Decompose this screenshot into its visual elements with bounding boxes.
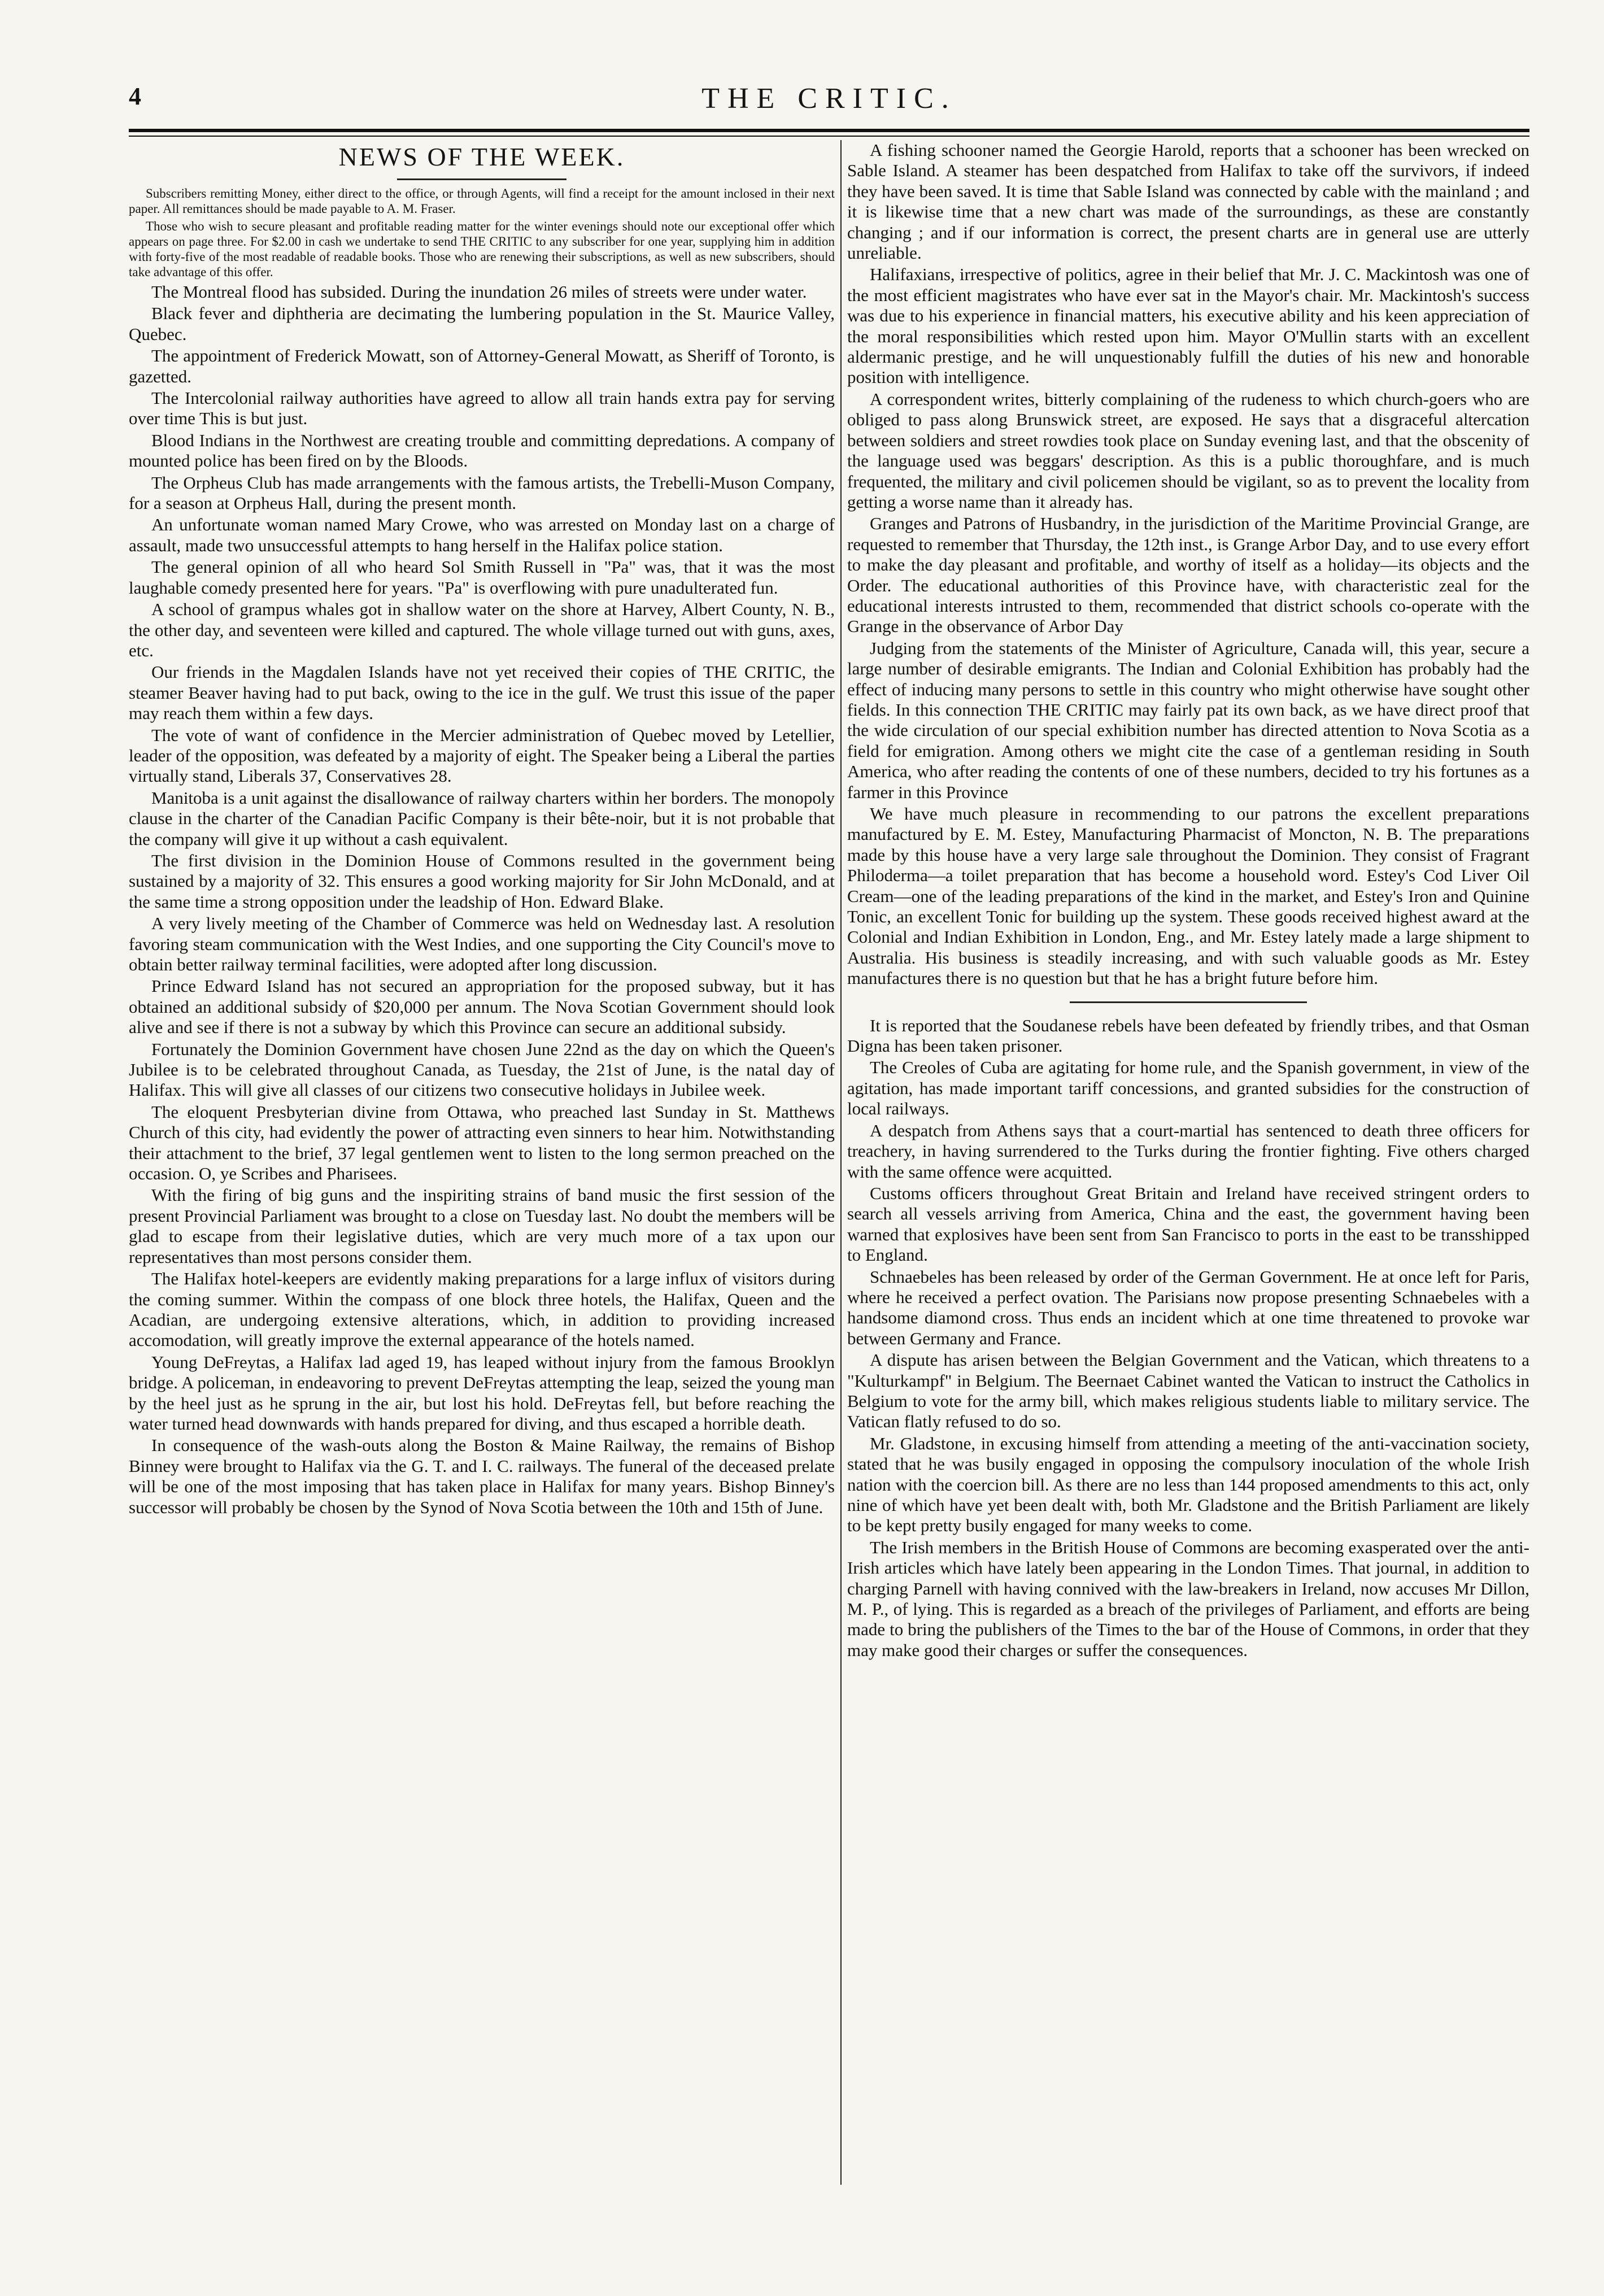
news-item: Manitoba is a unit against the disallowance of railway charters within her borders. The monopoly clause in the charter of the Canadian Pacific Company is their bête-noir, but it is not probable that the company will give it up without a cash equivalent.: [129, 787, 835, 849]
column-divider: [840, 140, 842, 2185]
news-item: Judging from the statements of the Minister of Agriculture, Canada will, this year, secure a large number of desirable emigrants. The Indian and Colonial Exhibition has probably had the effect of inducing many persons to settle in this country who might otherwise have sought other fields. In this connection THE CRITIC may fairly pat its own back, as we have direct proof that the wide circulation of our special exhibition number has directed attention to Nova Scotia as a field for emigration. Among others we might cite the case of a gentleman residing in South America, who after reading the contents of one of these numbers, decided to try his fortunes as a farmer in this Province: [847, 638, 1529, 802]
news-item: The Orpheus Club has made arrangements with the famous artists, the Trebelli-Muson Company, for a season at Orpheus Hall, during the present month.: [129, 472, 835, 513]
news-item: The general opinion of all who heard Sol Smith Russell in "Pa" was, that it was the most laughable comedy presented here for years. "Pa" is overflowing with pure unadulterated fun.: [129, 557, 835, 598]
news-item: A fishing schooner named the Georgie Harold, reports that a schooner has been wrecked on Sable Island. A steamer has been despatched from Halifax to take off the survivors, if indeed they have been saved. It is time that Sable Island was connected by cable with the mainland ; and it is likewise time that a new chart was made of the surroundings, as these are constantly changing ; and if our information is correct, the present charts are in general use are utterly unreliable.: [847, 140, 1529, 263]
news-item: The appointment of Frederick Mowatt, son of Attorney-General Mowatt, as Sheriff of Toronto, is gazetted.: [129, 346, 835, 386]
masthead: [129, 82, 1529, 121]
news-item: Our friends in the Magdalen Islands have not yet received their copies of THE CRITIC, the steamer Beaver having had to put back, owing to the ice in the gulf. We trust this issue of the paper may reach them within a few days.: [129, 662, 835, 724]
news-item: With the firing of big guns and the inspiriting strains of band music the first session of the present Provincial Parliament was brought to a close on Tuesday last. No doubt the members will be glad to escape from their legislative duties, which are very much more of a tax upon our representatives than most persons consider them.: [129, 1185, 835, 1267]
news-item: Halifaxians, irrespective of politics, agree in their belief that Mr. J. C. Mackintosh was one of the most efficient magistrates who have ever sat in the Mayor's chair. Mr. Mackintosh's success was due to his experience in financial matters, his executive ability and his keen appreciation of the moral responsibilities which rested upon him. Mayor O'Mullin starts with an excellent aldermanic prestige, and he will unquestionably fulfill the duties of his new and honorable position with intelligence.: [847, 264, 1529, 387]
news-item: Blood Indians in the Northwest are creating trouble and committing depredations. A company of mounted police has been fired on by the Bloods.: [129, 430, 835, 471]
news-item: A school of grampus whales got in shallow water on the shore at Harvey, Albert County, N. B., the other day, and seventeen were killed and captured. The whole village turned out with guns, axes, etc.: [129, 599, 835, 660]
news-item: A despatch from Athens says that a court-martial has sentenced to death three officers for treachery, in having surrendered to the Turks during the frontier fighting. Five others charged with the same offence were acquitted.: [847, 1120, 1529, 1182]
news-item: The Irish members in the British House of Commons are becoming exasperated over the anti-Irish articles which have lately been appearing in the London Times. That journal, in addition to charging Parnell with having connived with the law-breakers in Ireland, now accuses Mr Dillon, M. P., of lying. This is regarded as a breach of the privileges of Parliament, and efforts are being made to bring the publishers of the Times to the bar of the House of Commons, in order that they may make good their charges or suffer the consequences.: [847, 1537, 1529, 1660]
news-item: An unfortunate woman named Mary Crowe, who was arrested on Monday last on a charge of assault, made two unsuccessful attempts to hang herself in the Halifax police station.: [129, 515, 835, 555]
news-item: The Halifax hotel-keepers are evidently making preparations for a large influx of visitors during the coming summer. Within the compass of one block three hotels, the Halifax, Queen and the Acadian, are undergoing extensive alterations, which, in addition to providing increased accomodation, will greatly improve the external appearance of the hotels named.: [129, 1269, 835, 1350]
news-item: The Montreal flood has subsided. During the inundation 26 miles of streets were under water.: [151, 282, 807, 302]
news-item: The eloquent Presbyterian divine from Ottawa, who preached last Sunday in St. Matthews Church of this city, had evidently the power of attracting even sinners to hear him. Notwithstanding their attachment to the brief, 37 legal gentlemen went to listen to the long sermon preached on the occasion. O, ye Scribes and Pharisees.: [129, 1101, 835, 1184]
news-item: A correspondent writes, bitterly complaining of the rudeness to which church-goers who are obliged to pass along Brunswick street, are exposed. He says that a disgraceful altercation between soldiers and street rowdies took place on Sunday evening last, and that the obscenity of the language used was beggars' description. As this is a public thoroughfare, and is much frequented, the military and civil policemen should be vigilant, so as to prevent the locality from getting a worse name than it already has.: [847, 389, 1529, 512]
heading-rule: [397, 178, 566, 180]
news-item: The vote of want of confidence in the Mercier administration of Quebec moved by Letellier, leader of the opposition, was defeated by a majority of eight. The Speaker being a Liberal the parties virtually stand, Liberals 37, Conservatives 28.: [129, 725, 835, 786]
right-column: [847, 140, 1529, 1662]
news-item: Customs officers throughout Great Britain and Ireland have received stringent orders to search all vessels arriving from America, China and the east, the government having been warned that explosives have been sent from San Francisco to ports in the east to be transshipped to England.: [847, 1183, 1529, 1265]
news-item: The Creoles of Cuba are agitating for home rule, and the Spanish government, in view of the agitation, has made important tariff concessions, and granted subsidies for the construction of local railways.: [847, 1057, 1529, 1119]
left-column: [129, 140, 835, 1519]
masthead-rule-thin: [129, 136, 1529, 137]
news-item: In consequence of the wash-outs along the Boston & Maine Railway, the remains of Bishop Binney were brought to Halifax via the G. T. and I. C. railways. The funeral of the deceased prelate will be one of the most imposing that has taken place in Halifax for many years. Bishop Binney's successor will probably be chosen by the Synod of Nova Scotia between the 10th and 15th of June.: [129, 1435, 835, 1517]
news-item: The first division in the Dominion House of Commons resulted in the government being sustained by a majority of 32. This ensures a good working majority for Sir John McDonald, and at the same time a strong opposition under the leadship of Hon. Edward Blake.: [129, 850, 835, 912]
subscriber-notice: Subscribers remitting Money, either direct to the office, or through Agents, will find a receipt for the amount inclosed in their next paper. All remittances should be made payable to A. M. Fraser.: [129, 186, 835, 216]
news-item: It is reported that the Soudanese rebels have been defeated by friendly tribes, and that Osman Digna has been taken prisoner.: [847, 1015, 1529, 1056]
news-item: The Intercolonial railway authorities have agreed to allow all train hands extra pay for serving over time This is but just.: [129, 388, 835, 429]
section-heading: NEWS OF THE WEEK.: [338, 142, 625, 171]
news-item: Black fever and diphtheria are decimating the lumbering population in the St. Maurice Valley, Quebec.: [129, 303, 835, 344]
news-item: Schnaebeles has been released by order of the German Government. He at once left for Paris, where he received a perfect ovation. The Parisians now propose presenting Schnaebeles with a handsome diamond cross. Thus ends an incident which at one time threatened to provoke war between Germany and France.: [847, 1266, 1529, 1348]
news-item: Prince Edward Island has not secured an appropriation for the proposed subway, but it has obtained an additional subsidy of $20,000 per annum. The Nova Scotian Government should look alive and see if there is not a subway by which this Province can secure an additional subsidy.: [129, 976, 835, 1038]
news-item: A dispute has arisen between the Belgian Government and the Vatican, which threatens to a "Kulturkampf" in Belgium. The Beernaet Cabinet wanted the Vatican to instruct the Catholics in Belgium to vote for the army bill, which makes religious students liable to military service. The Vatican flatly refused to do so.: [847, 1350, 1529, 1432]
subscriber-notice: Those who wish to secure pleasant and profitable reading matter for the winter evenings should note our exceptional offer which appears on page three. For $2.00 in cash we undertake to send THE CRITIC to any subscriber for one year, supplying him in addition with forty-five of the most readable of readable books. Those who are renewing their subscriptions, as well as new subscribers, should take advantage of this offer.: [129, 219, 835, 279]
news-item: Fortunately the Dominion Government have chosen June 22nd as the day on which the Queen's Jubilee is to be celebrated throughout Canada, as Tuesday, the 21st of June, is the natal day of Halifax. This will give all classes of our citizens two consecutive holidays in Jubilee week.: [129, 1039, 835, 1100]
section-divider: [1070, 1001, 1307, 1003]
newspaper-title: THE CRITIC.: [701, 82, 957, 115]
news-item: Mr. Gladstone, in excusing himself from attending a meeting of the anti-vaccination society, stated that he was busily engaged in opposing the compulsory inoculation of the whole Irish nation with the coercion bill. As there are no less than 144 proposed amendments to this act, only nine of which have yet been dealt with, both Mr. Gladstone and the British Parliament are likely to be kept pretty busily engaged for many weeks to come.: [847, 1433, 1529, 1536]
news-item: Young DeFreytas, a Halifax lad aged 19, has leaped without injury from the famous Brooklyn bridge. A policeman, in endeavoring to prevent DeFreytas attempting the leap, seized the young man by the heel just as he sprung in the air, but lost his hold. DeFreytas fell, but before reaching the water turned head downwards with hands prepared for diving, and thus escaped a horrible death.: [129, 1352, 835, 1434]
news-item: We have much pleasure in recommending to our patrons the excellent preparations manufactured by E. M. Estey, Manufacturing Pharmacist of Moncton, N. B. The preparations made by this house have a very large sale throughout the Dominion. They consist of Fragrant Philoderma—a toilet preparation that has become a household word. Estey's Cod Liver Oil Cream—one of the leading preparations of the kind in the market, and Estey's Iron and Quinine Tonic, an excellent Tonic for building up the system. These goods received highest award at the Colonial and Indian Exhibition in London, Eng., and Mr. Estey lately made a large shipment to Australia. His business is steadily increasing, and with such valuable goods as Mr. Estey manufactures there is no question but that he has a bright future before him.: [847, 804, 1529, 988]
masthead-rule-thick: [129, 129, 1529, 132]
news-item: A very lively meeting of the Chamber of Commerce was held on Wednesday last. A resolution favoring steam communication with the West Indies, and one supporting the City Council's move to obtain better railway terminal facilities, were adopted after long discussion.: [129, 913, 835, 974]
news-item: Granges and Patrons of Husbandry, in the jurisdiction of the Maritime Provincial Grange, are requested to remember that Thursday, the 12th inst., is Grange Arbor Day, and to use every effort to make the day pleasant and profitable, and worthy of itself as a holiday—its objects and the Order. The educational authorities of this Province have, with characteristic zeal for the educational interests intrusted to them, recommended that district schools co-operate with the Grange in the observance of Arbor Day: [847, 513, 1529, 637]
page-number: 4: [129, 82, 141, 110]
